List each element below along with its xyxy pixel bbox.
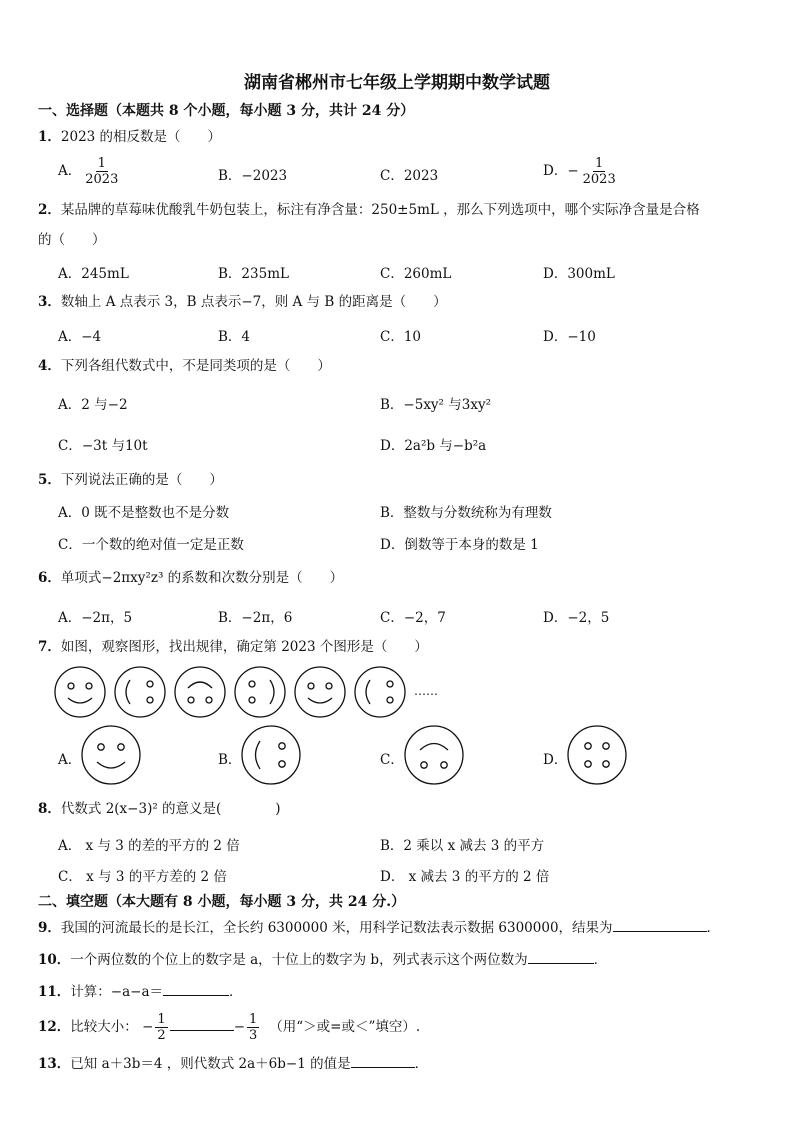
question-9: 9．我国的河流最长的是长江，全长约 6300000 米，用科学记数法表示数据 6300000，结果为 ．: [38, 917, 720, 938]
q1-option-b: B．−2023: [218, 168, 288, 184]
smiling-face-icon: [55, 667, 105, 717]
q7-option-b-left-facing-face-icon: [240, 724, 302, 786]
q7-option-c: C．: [380, 752, 404, 768]
left-facing-face-icon: [115, 667, 165, 717]
section-heading-fill-in: 二、填空题（本大题有 8 小题，每小题 3 分，共 24 分.）: [38, 894, 406, 910]
q2-option-d: D．300mL: [543, 266, 615, 282]
question-6: 6．单项式−2πxy²z³ 的系数和次数分别是（ ）: [38, 570, 344, 586]
q2-option-b: B．235mL: [218, 266, 289, 282]
q1-option-c: C．2023: [380, 168, 439, 184]
question-8: 8．代数式 2(x−3)² 的意义是( ): [38, 801, 281, 817]
q4-option-c: C．−3t 与10t: [58, 438, 148, 454]
left-facing-face-icon: [355, 667, 405, 717]
question-5: 5．下列说法正确的是（ ）: [38, 472, 223, 488]
answer-blank[interactable]: [170, 1016, 234, 1031]
q5-option-d: D．倒数等于本身的数是 1: [380, 537, 539, 553]
q8-option-c: C． x 与 3 的平方差的 2 倍: [58, 869, 227, 885]
question-11: 11．计算：−a−a＝ ．: [38, 981, 243, 1002]
fraction: $\frac{1}{2}$: [157, 1012, 166, 1043]
fraction: $\frac{1}{3}$: [249, 1012, 258, 1043]
q8-option-a: A． x 与 3 的差的平方的 2 倍: [58, 838, 240, 854]
q4-option-b: B．−5xy² 与3xy²: [380, 397, 492, 413]
question-10: 10．一个两位数的个位上的数字是 a，十位上的数字为 b，列式表示这个两位数为 ．: [38, 949, 607, 970]
q7-option-a-smiling-face-icon: [80, 724, 142, 786]
q3-option-a: A．−4: [58, 329, 102, 345]
q3-option-c: C．10: [380, 329, 422, 345]
q1-option-a: A． $\frac{1}{2023}$: [58, 156, 119, 187]
question-2: 2．某品牌的草莓味优酸乳牛奶包装上，标注有净含量：250±5mL ，那么下列选项中，哪个实际净含量是合格: [38, 202, 700, 218]
q5-option-b: B．整数与分数统称为有理数: [380, 505, 552, 521]
section-heading-choice: 一、选择题（本题共 8 个小题，每小题 3 分，共计 24 分）: [38, 103, 415, 119]
answer-blank[interactable]: [163, 981, 229, 996]
q6-option-a: A．−2π，5: [58, 610, 133, 626]
q7-option-d: D．: [543, 752, 568, 768]
question-13: 13．已知 a＋3b＝4 ，则代数式 2a＋6b−1 的值是 ．: [38, 1053, 428, 1074]
question-1: 1．2023 的相反数是（ ）: [38, 129, 222, 145]
q2-option-a: A．245mL: [58, 266, 129, 282]
q1-option-d: D．− $\frac{1}{2023}$: [543, 156, 616, 187]
q2-option-c: C．260mL: [380, 266, 452, 282]
fraction: $\frac{1}{2023}$: [582, 156, 616, 187]
question-4: 4．下列各组代数式中，不是同类项的是（ ）: [38, 358, 331, 374]
q7-option-a: A．: [58, 752, 82, 768]
q8-option-d: D． x 减去 3 的平方的 2 倍: [380, 869, 550, 885]
q3-option-d: D．−10: [543, 329, 596, 345]
question-12: 12．比较大小： − $\frac{1}{2}$ − $\frac{1}{3}$ （用“＞或=或＜”填空）.: [38, 1012, 421, 1043]
fraction: $\frac{1}{2023}$: [85, 156, 119, 187]
upside-down-face-icon: [175, 667, 225, 717]
face-sequence-figure: [50, 664, 470, 720]
q5-option-a: A．0 既不是整数也不是分数: [58, 505, 230, 521]
answer-blank[interactable]: [613, 917, 707, 932]
question-7: 7．如图，观察图形，找出规律，确定第 2023 个图形是（ ）: [38, 639, 428, 655]
question-2-line2: 的（ ）: [38, 232, 106, 248]
q4-option-a: A．2 与−2: [58, 397, 128, 413]
answer-blank[interactable]: [351, 1053, 415, 1068]
answer-blank[interactable]: [528, 949, 594, 964]
q6-option-c: C．−2，7: [380, 610, 446, 626]
smiling-face-icon: [295, 667, 345, 717]
sequence-ellipsis: ……: [414, 684, 438, 698]
q6-option-b: B．−2π，6: [218, 610, 293, 626]
question-3: 3．数轴上 A 点表示 3，B 点表示−7，则 A 与 B 的距离是（ ）: [38, 294, 447, 310]
q8-option-b: B．2 乘以 x 减去 3 的平方: [380, 838, 545, 854]
page-title: 湖南省郴州市七年级上学期期中数学试题: [244, 73, 550, 93]
q7-option-c-upside-down-face-icon: [403, 724, 465, 786]
right-facing-face-icon: [235, 667, 285, 717]
q6-option-d: D．−2，5: [543, 610, 610, 626]
q5-option-c: C．一个数的绝对值一定是正数: [58, 537, 244, 553]
q7-option-d-eyes-only-face-icon: [566, 724, 628, 786]
q7-option-b: B．: [218, 752, 242, 768]
q4-option-d: D．2a²b 与−b²a: [380, 438, 487, 454]
q3-option-b: B．4: [218, 329, 251, 345]
